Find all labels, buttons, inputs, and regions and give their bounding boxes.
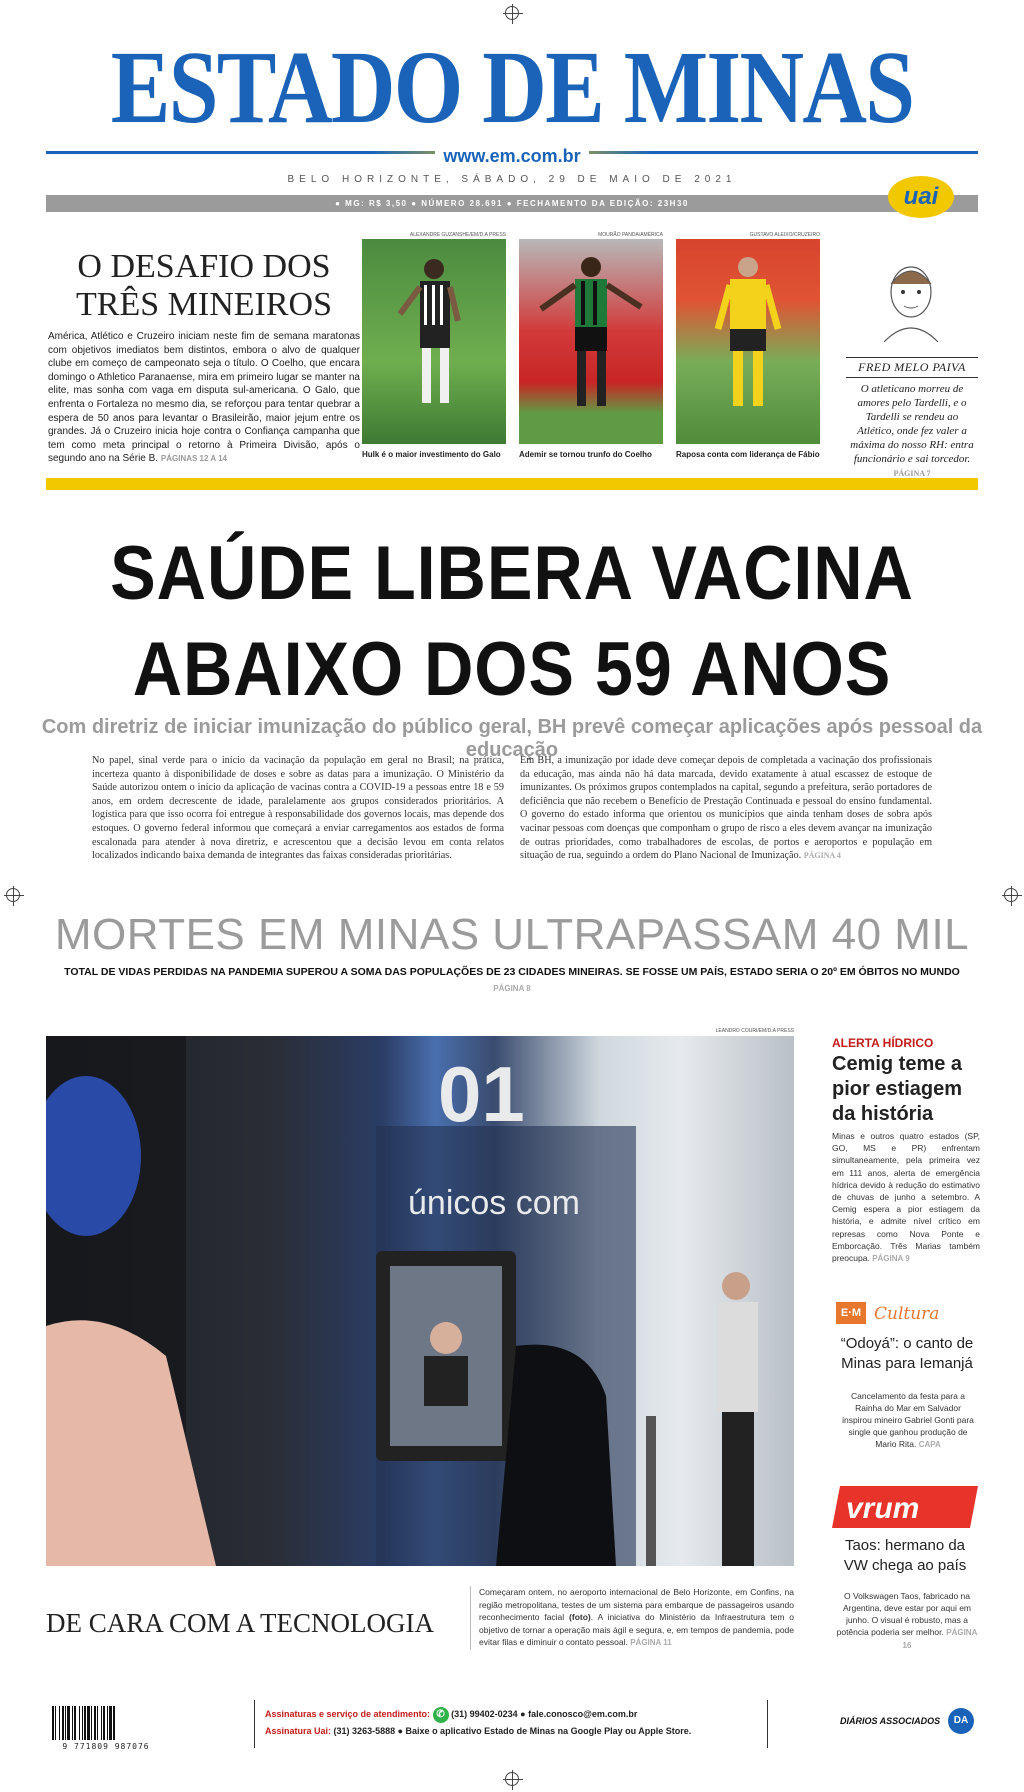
registration-mark-icon — [505, 6, 519, 20]
footer-line1-email[interactable]: ● fale.conosco@em.com.br — [520, 1709, 638, 1719]
sign-text: únicos com — [408, 1184, 580, 1222]
diarios-associados-label: DIÁRIOS ASSOCIADOS — [840, 1716, 941, 1726]
photo-caption: Ademir se tornou trunfo do Coelho — [519, 450, 652, 459]
barcode-icon — [50, 1706, 162, 1740]
footer-line2-label: Assinatura Uai: — [265, 1726, 332, 1736]
footer-line2-phone[interactable]: (31) 3263-5888 — [333, 1726, 396, 1736]
footer-line-1 — [265, 1706, 757, 1723]
alerta-title[interactable]: Cemig teme a pior estiagem da história — [832, 1053, 963, 1125]
sports-text — [48, 330, 360, 466]
uai-logo: uai — [888, 176, 954, 218]
vrum-logo-text: vrum — [846, 1492, 920, 1525]
registration-mark-icon — [505, 1772, 519, 1786]
lead-headline[interactable] — [51, 526, 973, 718]
cultura-title[interactable]: “Odoyá”: o canto de Minas para Iemanjá — [840, 1335, 974, 1372]
vrum-body: O Volkswagen Taos, fabricado na Argentina, deve estar por aqui em junho. O visual é robusto, mas a potência poderia ser melhor. — [836, 1591, 972, 1637]
barcode-number: 9 771809 987076 — [62, 1742, 150, 1751]
fabio-photo[interactable] — [676, 239, 820, 444]
alerta-body: Minas e outros quatro estados (SP, GO, MS e PR) enfrentam simultaneamente, pela primeira vez em 111 anos, alerta de emergência hídrica devido à redução do estimativo de chuvas de junho a setembro. A Cemig espera a pior estiagem da história, e admite nível crítico em represas como Nova Ponte e Emborcação. Três Marias também preocupa. — [832, 1131, 980, 1264]
tech-text — [470, 1586, 794, 1650]
deaths-page-ref: PÁGINA 8 — [493, 984, 531, 993]
player-figure — [362, 239, 506, 444]
alerta-kicker: ALERTA HÍDRICO — [832, 1036, 934, 1050]
tech-title[interactable]: DE CARA COM A TECNOLOGIA — [46, 1608, 435, 1638]
photo-credit: MOURÃO PANDA/AMÉRICA — [598, 232, 663, 238]
photo-caption: Hulk é o maior investimento do Galo — [362, 450, 501, 459]
lead-column-2-text: Em BH, a imunização por idade deve começar depois de completada a vacinação dos profissionais da educação, mas ainda não há data marcada, devido exatamente à atual escassez de estoque de imunizantes. Os próximos grupos contemplados na capital, segundo a prefeitura, serão portadores de deficiência que não recebem o Benefício de Prestação Continuada e pessoal do ensino fundamental. O governo do estado informa que orientou os municípios que ainda tenham doses de sobra após vacinar pessoas com doenças que componham o grupo de risco a eles devem avançar na imunização de outras prioridades, como trabalhadores de escolas, de portos e aeroportos e população em situação de rua, seguindo a ordem do Plano Nacional de Imunização. — [520, 755, 932, 862]
gate-number: 01 — [438, 1050, 525, 1138]
registration-mark-icon — [6, 888, 20, 902]
section-divider — [46, 478, 978, 490]
footer-line1-label: Assinaturas e serviço de atendimento: — [265, 1709, 431, 1719]
player-figure — [519, 239, 663, 444]
ademir-photo[interactable] — [519, 239, 663, 444]
lead-column-2 — [520, 754, 932, 863]
alerta-page-ref: PÁGINA 9 — [872, 1254, 910, 1264]
airport-scene — [46, 1036, 794, 1566]
lead-headline-line2: ABAIXO DOS 59 ANOS — [132, 627, 892, 712]
photo-credit: GUSTAVO ALEIXO/CRUZEIRO — [749, 232, 820, 238]
vrum-logo — [832, 1484, 978, 1528]
sports-title-line2: TRÊS MINEIROS — [76, 286, 332, 323]
vrum-title[interactable]: Taos: hermano da VW chega ao país — [843, 1537, 967, 1574]
footer-line-2 — [265, 1723, 757, 1740]
columnist-portrait-icon — [876, 258, 946, 342]
airport-photo[interactable] — [46, 1036, 794, 1566]
deaths-headline[interactable]: MORTES EM MINAS ULTRAPASSAM 40 MIL — [54, 910, 970, 959]
vrum-page-ref: PÁGINA 16 — [902, 1628, 978, 1650]
photo-caption: Raposa conta com liderança de Fábio — [676, 450, 820, 459]
lead-column-1: No papel, sinal verde para o início da vacinação da população em geral no Brasil; na prática, incerteza quanto à disponibilidade de doses e sobre as datas para a imunização. O Ministério da Saúde autorizou ontem o início da aplicação de vacinas contra a COVID-19 a pessoas entre 18 e 59 anos, em ordem decrescente de idade, paralelamente aos grupos considerados prioritários. A logística para que isso ocorra foi entregue à responsabilidade dos governos locais, mas depende dos estoques. O governo federal informou que começará a enviar carregamentos aos estados de forma escalonada para atender à nova diretriz, e acrescentou que a decisão levou em conta relatos localizados indicando baixa demanda de integrantes das faixas consideradas prioritárias. — [92, 755, 504, 862]
website-link[interactable] — [0, 146, 1024, 167]
footer-line1-phone[interactable]: (31) 99402-0234 — [451, 1709, 518, 1719]
cultura-body: Cancelamento da festa para a Rainha do Mar em Salvador inspirou mineiro Gabriel Gonti para single que ganhou produção de Mario Rita. — [842, 1391, 974, 1449]
deaths-subhead: TOTAL DE VIDAS PERDIDAS NA PANDEMIA SUPEROU A SOMA DAS POPULAÇÕES DE 23 CIDADES MINEIRAS. SE FOSSE UM PAÍS, ESTADO SERIA O 20º EM ÓBITOS NO MUNDO — [64, 966, 960, 978]
sports-title-line1: O DESAFIO DOS — [77, 248, 331, 285]
vrum-text — [836, 1590, 978, 1652]
lead-page-ref: PÁGINA 4 — [803, 851, 841, 861]
tech-page-ref: PÁGINA 11 — [630, 1638, 672, 1648]
cultura-text — [840, 1390, 976, 1451]
sports-page-ref: PÁGINAS 12 A 14 — [160, 454, 227, 464]
lead-headline-line1: SAÚDE LIBERA VACINA — [110, 531, 914, 616]
edition-infobar: ● MG: R$ 3,50 ● NÚMERO 28.691 ● FECHAMENTO DA EDIÇÃO: 23H30 — [46, 195, 978, 212]
website-text: www.em.com.br — [435, 146, 588, 166]
tech-foto: (foto) — [569, 1612, 591, 1623]
main-photo-credit: LEANDRO COURI/EM/D.A PRESS — [715, 1028, 794, 1034]
footer-contact — [254, 1700, 768, 1748]
columnist-page-ref: PÁGINA 7 — [893, 469, 931, 478]
tech-body-2: . A iniciativa do Ministério da Infraestrutura tem o objetivo de tornar a operação mais ágil e segura, e, em tempos de pandemia, pode evitar filas e diminuir o contato pessoal. — [479, 1612, 794, 1648]
cultura-page-ref: CAPA — [918, 1440, 941, 1449]
em-logo: E·M — [836, 1302, 866, 1324]
player-figure — [676, 239, 820, 444]
lead-subhead: Com diretriz de iniciar imunização do público geral, BH prevê começar aplicações após pessoal da educação — [41, 716, 983, 761]
whatsapp-icon: ✆ — [433, 1707, 449, 1723]
columnist-body: O atleticano morreu de amores pelo Tardelli, e o Tardelli se rendeu ao Atlético, onde fez valer a máxima do nosso RH: entra funcionário e sai torcedor. — [850, 383, 974, 465]
sports-body: América, Atlético e Cruzeiro iniciam neste fim de semana maratonas com objetivos imediatos bem distintos, embora o alvo de qualquer clube em começo de campeonato seja o título. O Coelho, que encara domingo o Athletico Paranaense, mira em primeiro lugar se manter na elite, mas sonha com vaga em disputa sul-americana. O Galo, que enfrenta o Fortaleza no mesmo dia, se reforçou para tentar quebrar a espera de 50 anos para levantar o Brasileirão, maior jejum entre os grandes. Já o Cruzeiro inicia hoje contra o Confiança campanha que tem como meta principal o retorno à Primeira Divisão, após o segundo ano na Série B. — [48, 331, 360, 465]
footer-line2-app: ● Baixe o aplicativo Estado de Minas na Google Play ou Apple Store. — [397, 1726, 692, 1736]
columnist-name[interactable]: FRED MELO PAIVA — [846, 357, 978, 378]
sports-title[interactable] — [46, 248, 362, 324]
masthead-title: ESTADO DE MINAS — [110, 30, 914, 145]
dateline: BELO HORIZONTE, SÁBADO, 29 DE MAIO DE 2021 — [287, 174, 737, 185]
columnist-text — [846, 382, 978, 481]
photo-credit: ALEXANDRE GUZANSHE/EM/D.A PRESS — [409, 232, 506, 238]
cultura-logo: Cultura — [874, 1304, 940, 1324]
tech-body-1: Começaram ontem, no aeroporto internacional de Belo Horizonte, em Confins, na região metropolitana, testes de um sistema para embarque de passageiros usando reconhecimento facial — [479, 1587, 794, 1623]
registration-mark-icon — [1004, 888, 1018, 902]
da-logo: DA — [948, 1708, 974, 1734]
hulk-photo[interactable] — [362, 239, 506, 444]
alerta-text — [832, 1130, 980, 1265]
